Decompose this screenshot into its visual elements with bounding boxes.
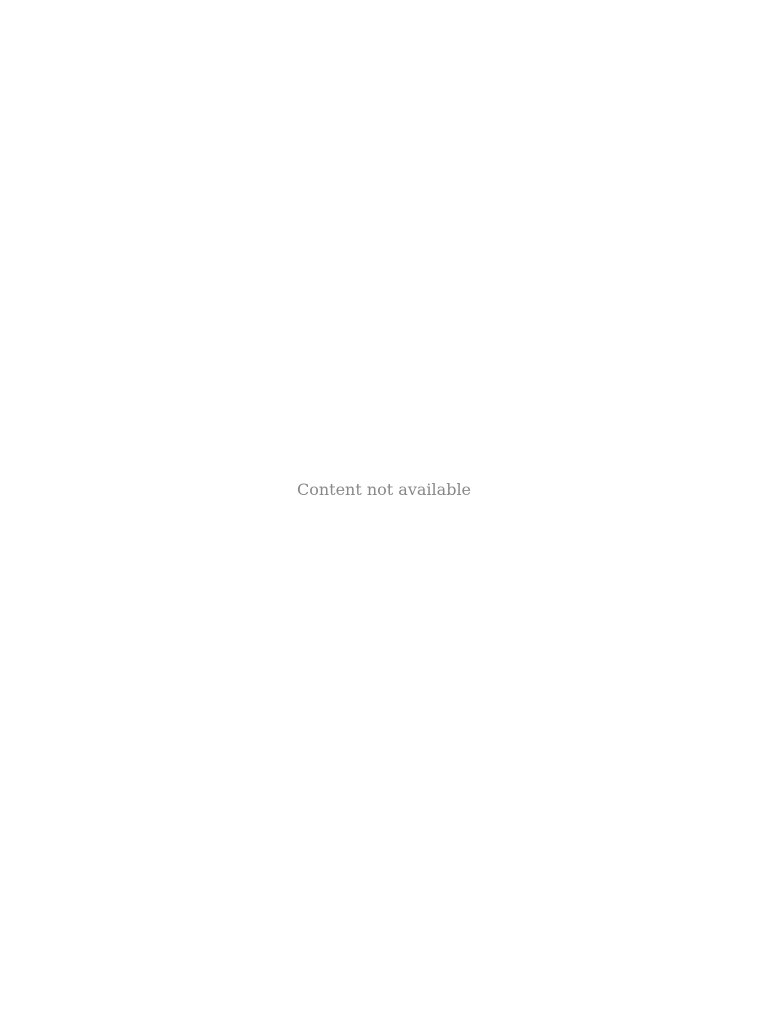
placeholder-notice: Content not available <box>296 480 472 499</box>
